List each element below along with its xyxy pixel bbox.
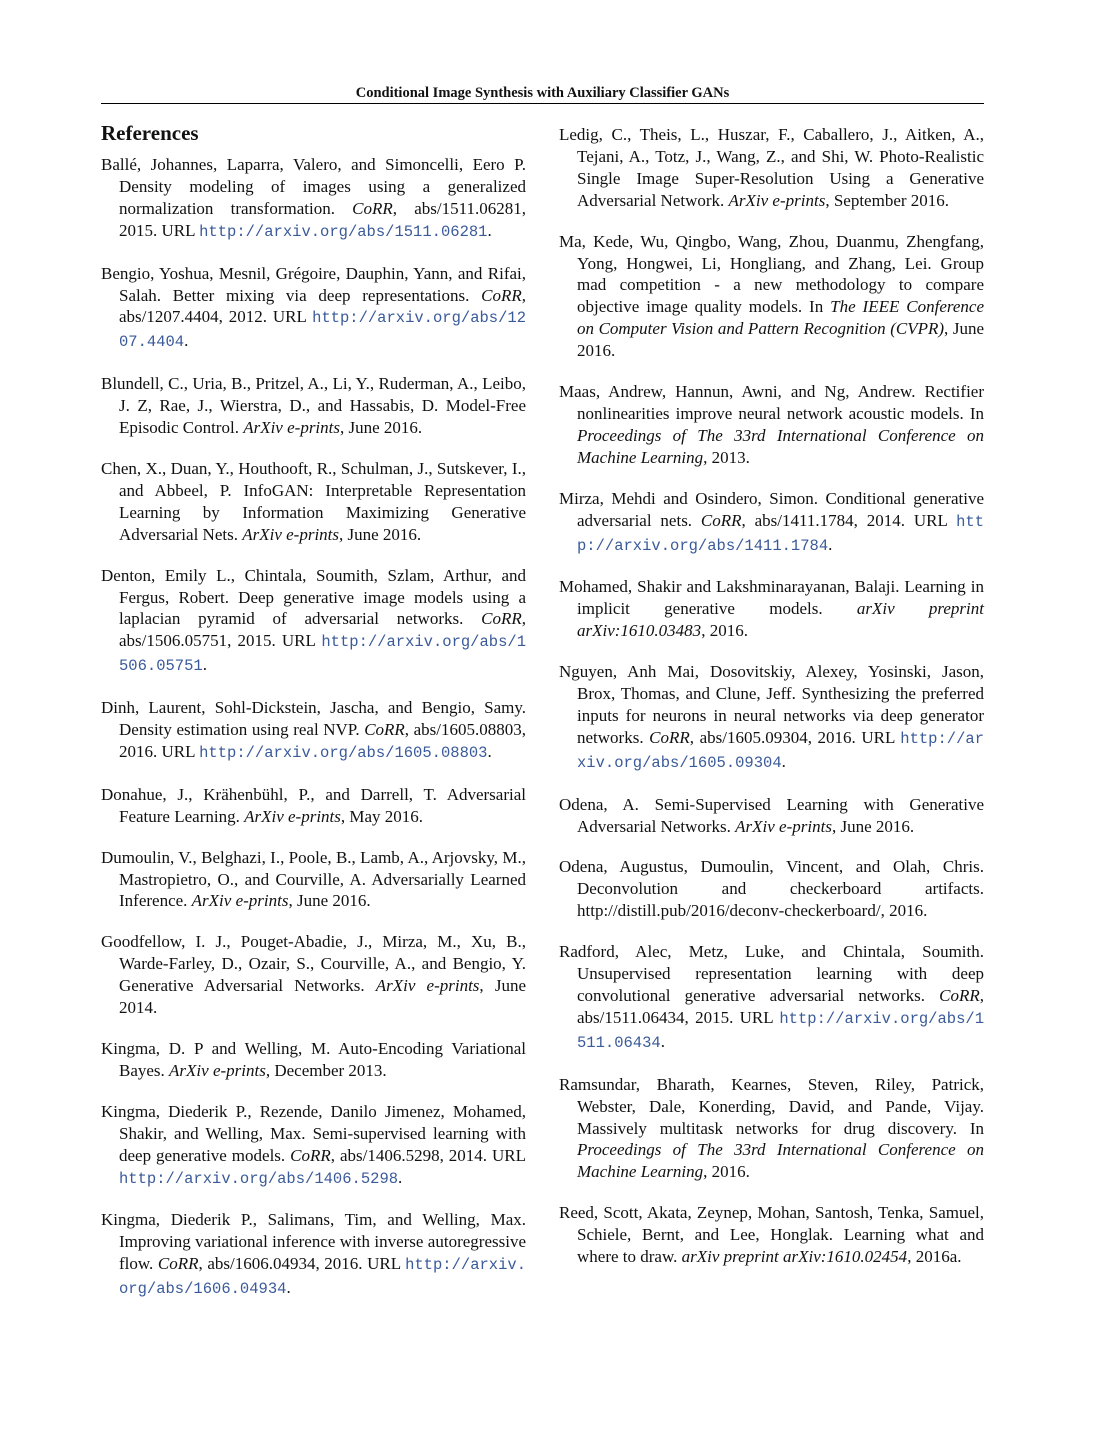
reference-venue: ArXiv e-prints: [242, 524, 340, 544]
reference-text: Kingma, Diederik P., Salimans, Tim, and Welling, Max. Improving variational inference with inverse autoregressive flow.: [101, 1210, 526, 1274]
reference-venue: Proceedings of The 33rd International Conference on Machine Learning: [577, 1140, 984, 1182]
reference-details: , May 2016.: [340, 806, 424, 826]
reference-details: , abs/1411.1784, 2014. URL: [741, 510, 957, 530]
reference-entry: [101, 373, 526, 439]
reference-text: Donahue, J., Krähenbühl, P., and Darrell, T. Adversarial Feature Learning.: [101, 784, 526, 826]
reference-entry: [559, 941, 984, 1055]
reference-entry: [101, 697, 526, 765]
reference-url-link[interactable]: http://arxiv.org/abs/1207.4404: [119, 309, 526, 352]
reference-details: , 2016a.: [907, 1247, 962, 1267]
reference-text: Dumoulin, V., Belghazi, I., Poole, B., Lamb, A., Arjovsky, M., Mastropietro, O., and Courville, A. Adversarially Learned Inference.: [101, 847, 526, 911]
reference-text: Odena, A. Semi-Supervised Learning with Generative Adversarial Networks.: [559, 794, 984, 836]
reference-text: Dinh, Laurent, Sohl-Dickstein, Jascha, and Bengio, Samy. Density estimation using real NVP.: [101, 698, 526, 740]
reference-details: , abs/1605.09304, 2016. URL: [689, 727, 901, 747]
reference-entry: [559, 1074, 984, 1184]
reference-url-link[interactable]: http://arxiv.org/abs/1411.1784: [577, 512, 984, 555]
reference-url-link[interactable]: http://arxiv.org/abs/1506.05751: [119, 633, 526, 676]
reference-entry: [559, 488, 984, 558]
reference-end: .: [487, 741, 492, 761]
reference-venue: ArXiv e-prints: [735, 816, 832, 836]
reference-end: .: [398, 1167, 403, 1187]
reference-details: , abs/1511.06434, 2015. URL: [577, 986, 984, 1027]
reference-venue: ArXiv e-prints: [191, 891, 289, 911]
reference-url-link[interactable]: http://arxiv.org/abs/1511.06434: [577, 1009, 984, 1052]
reference-text: Denton, Emily L., Chintala, Soumith, Szlam, Arthur, and Fergus, Robert. Deep generative image models using a laplacian pyramid of adversarial networks.: [101, 565, 526, 629]
reference-venue: CoRR: [481, 285, 522, 305]
reference-entry: [101, 154, 526, 244]
reference-venue: ArXiv e-prints: [243, 418, 340, 438]
left-column: [101, 121, 526, 1320]
reference-end: .: [184, 331, 189, 351]
reference-entry: [559, 381, 984, 469]
reference-venue: CoRR: [939, 986, 980, 1005]
reference-entry: [101, 1038, 526, 1082]
reference-venue: ArXiv e-prints: [728, 190, 826, 210]
reference-url-link[interactable]: http://arxiv.org/abs/1605.08803: [199, 743, 488, 762]
reference-details: , 2013.: [703, 447, 750, 467]
reference-text: Kingma, Diederik P., Rezende, Danilo Jimenez, Mohamed, Shakir, and Welling, Max. Semi-supervised learning with deep generative models.: [101, 1101, 526, 1165]
reference-details: , abs/1605.08803, 2016. URL: [119, 720, 526, 761]
reference-url-link[interactable]: http://arxiv.org/abs/1406.5298: [119, 1169, 399, 1188]
reference-text: Nguyen, Anh Mai, Dosovitskiy, Alexey, Yosinski, Jason, Brox, Thomas, and Clune, Jeff. Synthesizing the preferred inputs for neurons in neural networks via deep generator networks.: [559, 662, 984, 747]
reference-venue: arXiv preprint arXiv:1610.02454: [681, 1247, 908, 1267]
reference-venue: CoRR: [157, 1254, 199, 1274]
reference-text: Ma, Kede, Wu, Qingbo, Wang, Zhou, Duanmu, Zhengfang, Yong, Hongwei, Li, Hongliang, and Zhang, Lei. Group mad competition - a new methodology to compare objective image quality models. In: [559, 231, 984, 317]
reference-end: .: [828, 534, 833, 554]
reference-details: , December 2013.: [265, 1060, 387, 1080]
reference-entry: [101, 847, 526, 913]
reference-end: .: [781, 751, 786, 771]
reference-entry: [101, 458, 526, 546]
reference-url-link[interactable]: http://arxiv.org/abs/1511.06281: [199, 222, 488, 241]
reference-entry: [559, 661, 984, 775]
reference-text: Chen, X., Duan, Y., Houthooft, R., Schulman, J., Sutskever, I., and Abbeel, P. InfoGAN: Interpretable Representation Learning by Information Maximizing Generative Adversarial Nets.: [101, 458, 526, 544]
reference-text: Goodfellow, I. J., Pouget-Abadie, J., Mirza, M., Xu, B., Warde-Farley, D., Ozair, S., Courville, A., and Bengio, Y. Generative Adversarial Networks.: [101, 932, 526, 996]
right-column: [559, 124, 984, 1287]
reference-details: , June 2016.: [340, 418, 423, 438]
reference-venue: The IEEE Conference on Computer Vision and Pattern Recognition (CVPR): [577, 297, 985, 339]
reference-text: Maas, Andrew, Hannun, Awni, and Ng, Andrew. Rectifier nonlinearities improve neural network acoustic models. In: [559, 382, 984, 423]
reference-venue: CoRR: [364, 720, 405, 740]
reference-text: Reed, Scott, Akata, Zeynep, Mohan, Santosh, Tenka, Samuel, Schiele, Bernt, and Lee, Honglak. Learning what and where to draw.: [559, 1203, 984, 1267]
reference-text: Kingma, D. P and Welling, M. Auto-Encoding Variational Bayes.: [101, 1039, 526, 1080]
reference-entry: [559, 794, 984, 838]
reference-details: , 2016.: [703, 1162, 750, 1182]
reference-details: , September 2016.: [825, 190, 950, 210]
reference-end: .: [202, 655, 207, 675]
section-title: References: [101, 121, 199, 145]
reference-text: Ramsundar, Bharath, Kearnes, Steven, Riley, Patrick, Webster, Dale, Konerding, David, and Pande, Vijay. Massively multitask networks for drug discovery. In: [559, 1074, 984, 1138]
reference-entry: [559, 124, 984, 212]
reference-details: , abs/1511.06281, 2015. URL: [119, 198, 526, 240]
reference-venue: CoRR: [700, 510, 742, 530]
reference-end: .: [487, 220, 492, 240]
reference-details: , abs/1506.05751, 2015. URL: [119, 609, 526, 651]
reference-details: , June 2016.: [577, 319, 984, 361]
reference-entry: [101, 1101, 526, 1191]
reference-entry: [559, 856, 984, 922]
reference-entry: [559, 231, 984, 362]
reference-entry: [101, 565, 526, 679]
reference-venue: CoRR: [352, 198, 393, 218]
reference-text: Radford, Alec, Metz, Luke, and Chintala, Soumith. Unsupervised representation learning with deep convolutional generative adversarial networks.: [559, 942, 984, 1005]
reference-url-link[interactable]: http://arxiv.org/abs/1606.04934: [119, 1256, 526, 1299]
reference-text: Bengio, Yoshua, Mesnil, Grégoire, Dauphin, Yann, and Rifai, Salah. Better mixing via deep representations.: [101, 263, 526, 305]
reference-venue: ArXiv e-prints: [169, 1060, 266, 1080]
reference-entry: [101, 263, 526, 355]
reference-end: .: [286, 1278, 291, 1298]
reference-details: , June 2016.: [339, 524, 422, 544]
reference-details: , abs/1406.5298, 2014. URL: [330, 1145, 526, 1165]
reference-entry: [101, 784, 526, 828]
reference-venue: ArXiv e-prints: [244, 806, 341, 826]
reference-details: , 2016.: [701, 621, 748, 641]
reference-venue: Proceedings of The 33rd International Conference on Machine Learning: [577, 425, 984, 467]
header-rule: [101, 103, 984, 104]
reference-entry: [559, 1202, 984, 1268]
reference-entry: [559, 576, 984, 642]
reference-url-link[interactable]: http://arxiv.org/abs/1605.09304: [577, 729, 984, 772]
reference-details: , abs/1606.04934, 2016. URL: [198, 1254, 406, 1274]
reference-text: Mirza, Mehdi and Osindero, Simon. Conditional generative adversarial nets.: [559, 488, 984, 530]
running-head: Conditional Image Synthesis with Auxiliary Classifier GANs: [355, 85, 730, 101]
reference-text: Odena, Augustus, Dumoulin, Vincent, and Olah, Chris. Deconvolution and checkerboard artifacts. http://distill.pub/2016/deconv-checkerboard/, 2016.: [559, 857, 984, 921]
reference-venue: arXiv preprint arXiv:1610.03483: [577, 599, 984, 641]
reference-text: Ledig, C., Theis, L., Huszar, F., Caballero, J., Aitken, A., Tejani, A., Totz, J., Wang, Z., and Shi, W. Photo-Realistic Single Image Super-Resolution Using a Generative Adversarial Network.: [559, 125, 984, 210]
reference-details: , abs/1207.4404, 2012. URL: [119, 285, 526, 327]
reference-end: .: [660, 1031, 665, 1051]
reference-text: Blundell, C., Uria, B., Pritzel, A., Li, Y., Ruderman, A., Leibo, J. Z, Rae, J., Wierstra, D., and Hassabis, D. Model-Free Episodic Control.: [101, 374, 526, 438]
reference-details: , June 2016.: [288, 891, 371, 911]
reference-entry: [101, 1209, 526, 1301]
reference-details: , June 2014.: [119, 976, 526, 1018]
reference-details: , June 2016.: [831, 816, 915, 836]
reference-venue: CoRR: [649, 727, 690, 747]
reference-entry: [101, 931, 526, 1019]
reference-venue: CoRR: [290, 1145, 331, 1165]
reference-venue: ArXiv e-prints: [375, 976, 480, 996]
reference-text: Ballé, Johannes, Laparra, Valero, and Simoncelli, Eero P. Density modeling of images using a generalized normalization transformation.: [101, 155, 526, 218]
reference-venue: CoRR: [481, 609, 522, 629]
reference-text: Mohamed, Shakir and Lakshminarayanan, Balaji. Learning in implicit generative models.: [559, 577, 984, 619]
